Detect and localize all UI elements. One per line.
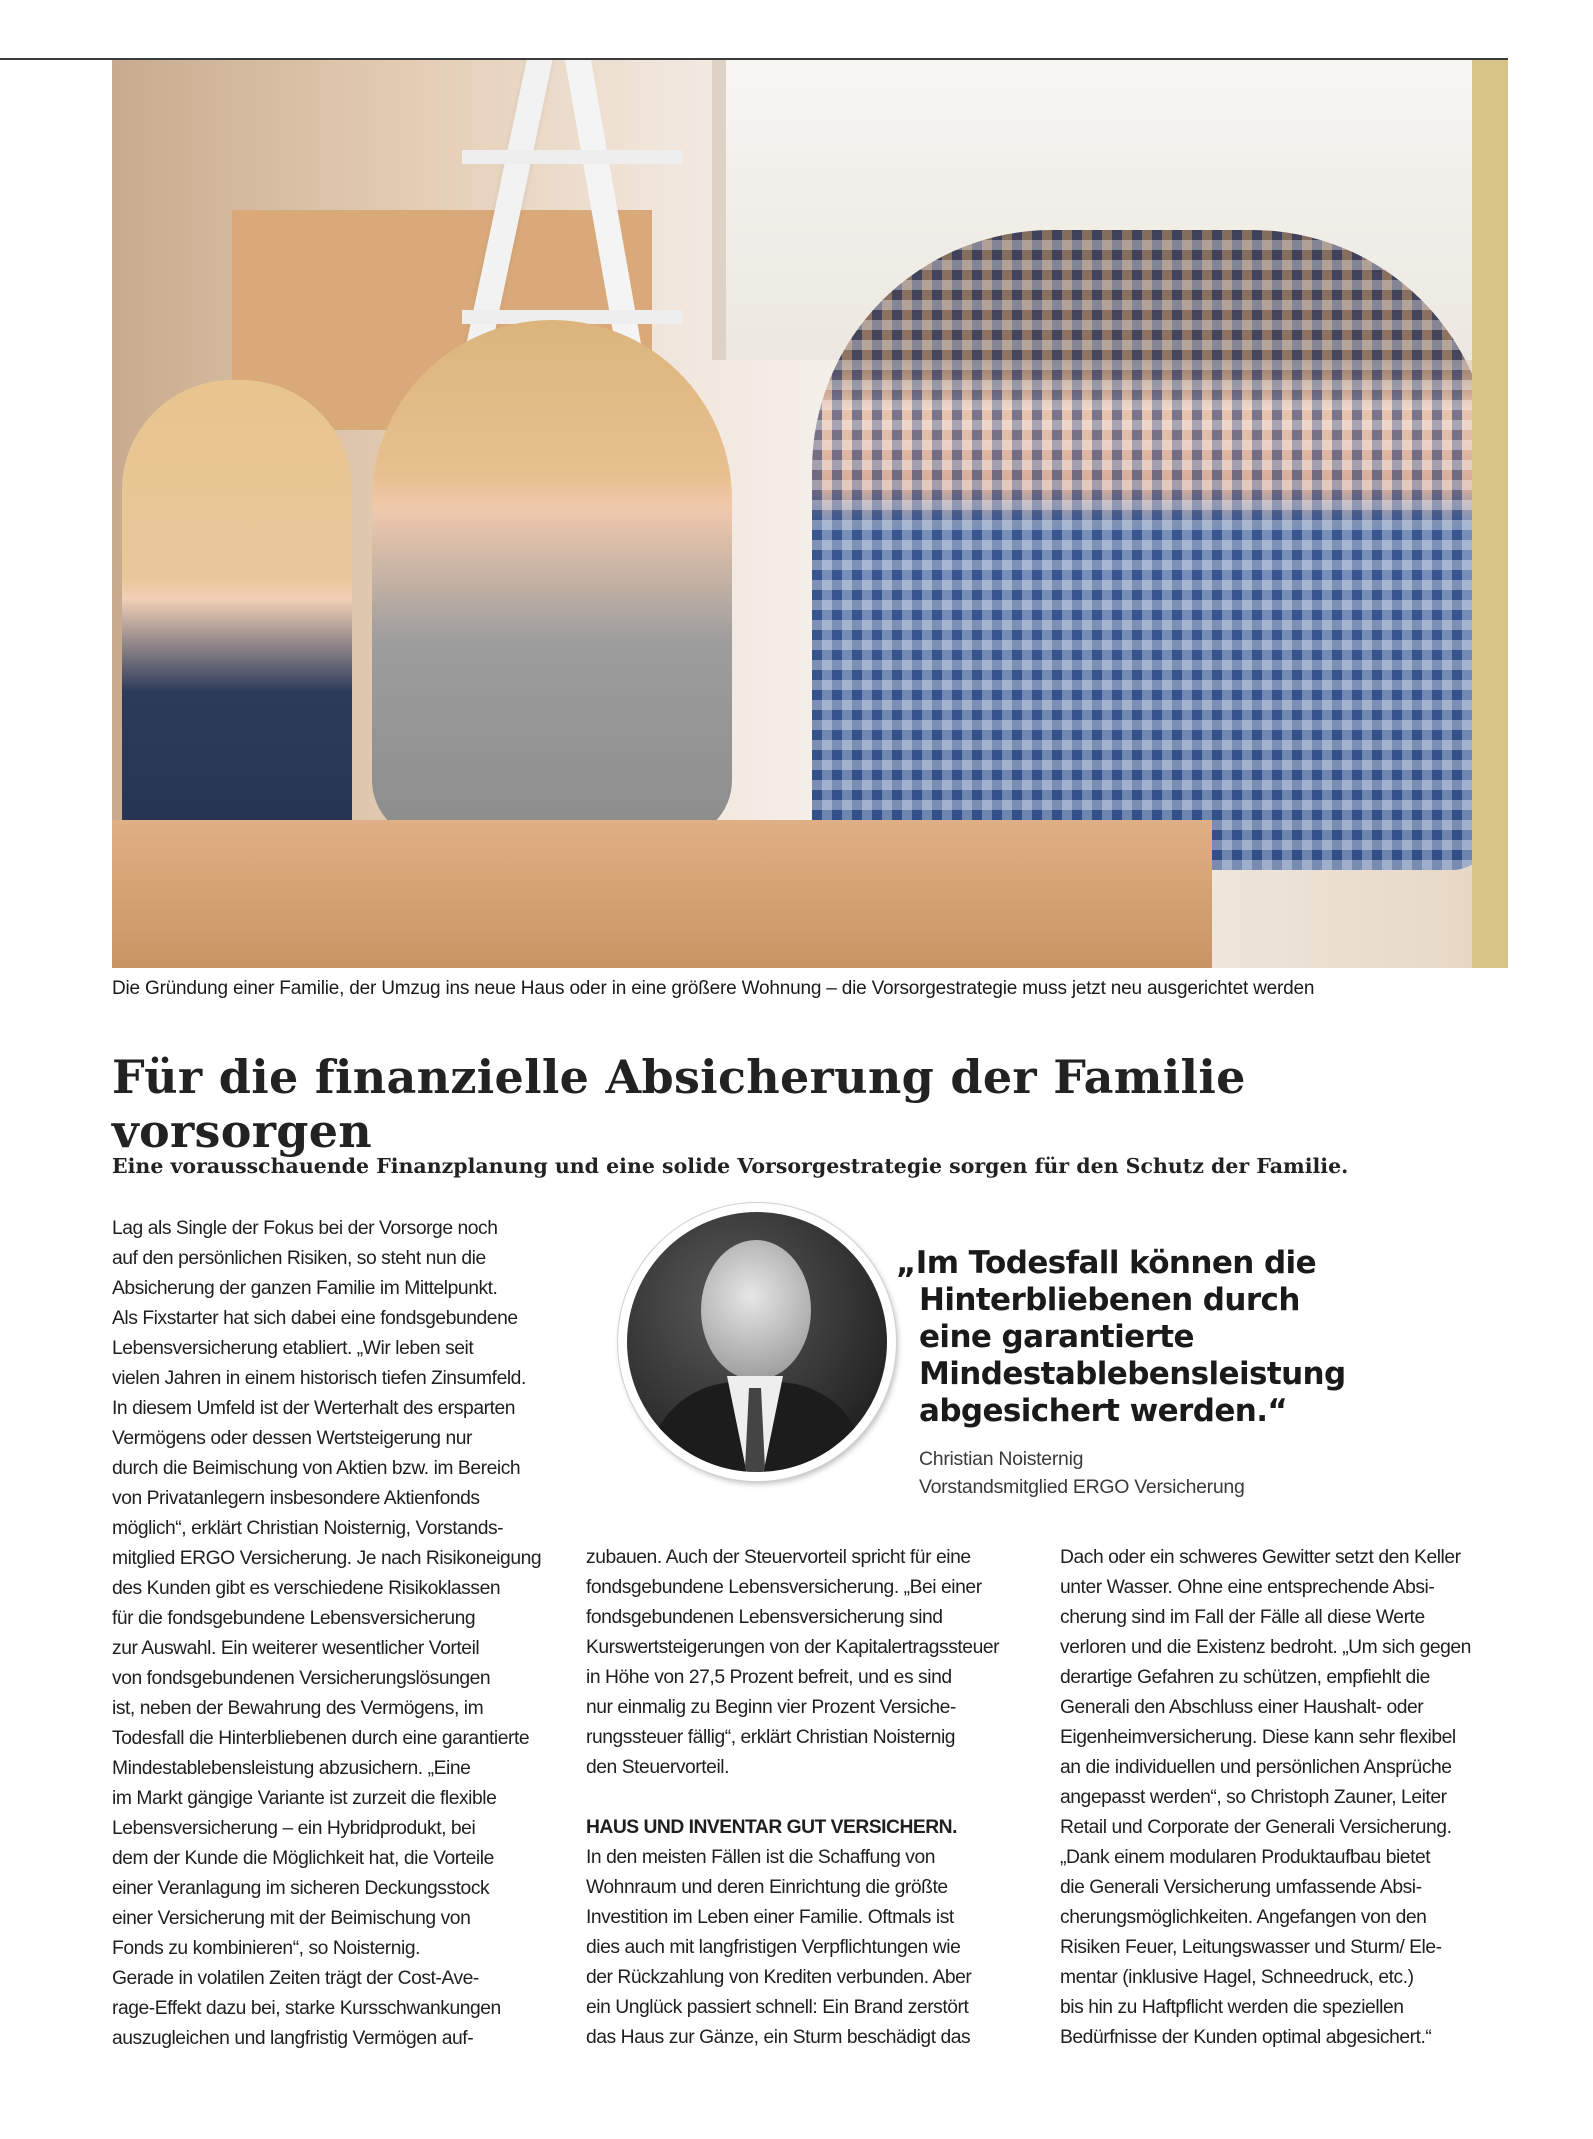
article-headline: Für die finanzielle Absicherung der Familie vorsorgen — [112, 1050, 1246, 1158]
text-line: dies auch mit langfristigen Verpflichtungen wie — [586, 1937, 961, 1958]
text-line: Investition im Leben einer Familie. Oftmals ist — [586, 1907, 954, 1928]
text-line: für die fondsgebundene Lebensversicherung — [112, 1608, 476, 1629]
quote-person-name: Christian Noisternig — [919, 1448, 1084, 1470]
text-line: verloren und die Existenz bedroht. „Um sich gegen — [1060, 1637, 1471, 1658]
photo-ladder-rung — [462, 150, 682, 164]
portrait-photo — [627, 1212, 887, 1472]
text-line: in Höhe von 27,5 Prozent befreit, und es sind — [586, 1667, 952, 1688]
text-line: Bedürfnisse der Kunden optimal abgesichert.“ — [1060, 2027, 1432, 2048]
photo-moving-box-front — [112, 820, 1212, 968]
text-line: rage-Effekt dazu bei, starke Kursschwankungen — [112, 1998, 501, 2019]
quote-line: Hinterbliebenen durch — [919, 1282, 1300, 1318]
text-column-3 — [1060, 1543, 1508, 2053]
text-line: im Markt gängige Variante ist zurzeit die flexible — [112, 1788, 497, 1809]
text-line: auszugleichen und langfristig Vermögen auf- — [112, 2028, 474, 2049]
quote-line: abgesichert werden.“ — [919, 1393, 1288, 1429]
text-line: möglich“, erklärt Christian Noisternig, Vorstands- — [112, 1518, 504, 1539]
text-line: rungssteuer fällig“, erklärt Christian Noisternig — [586, 1727, 956, 1748]
text-column-1 — [112, 1214, 572, 2054]
portrait-christian-noisternig — [618, 1203, 896, 1481]
text-line: Fonds zu kombinieren“, so Noisternig. — [112, 1938, 421, 1959]
text-line: mentar (inklusive Hagel, Schneedruck, etc.) — [1060, 1967, 1414, 1988]
photo-man — [812, 230, 1492, 870]
text-line: einer Versicherung mit der Beimischung von — [112, 1908, 471, 1929]
text-line: Lag als Single der Fokus bei der Vorsorge noch — [112, 1218, 498, 1239]
accent-bar — [1472, 60, 1508, 968]
text-line: bis hin zu Haftpflicht werden die speziellen — [1060, 1997, 1404, 2018]
text-line: den Steuervorteil. — [586, 1757, 730, 1778]
portrait-head — [701, 1240, 811, 1380]
text-line: das Haus zur Gänze, ein Sturm beschädigt das — [586, 2027, 971, 2048]
text-line: von fondsgebundenen Versicherungslösungen — [112, 1668, 491, 1689]
article-subheadline: Eine vorausschauende Finanzplanung und eine solide Vorsorgestrategie sorgen für den Schutz der Familie. — [112, 1154, 1349, 1178]
family-photo — [112, 60, 1508, 968]
text-line: Lebensversicherung etabliert. „Wir leben seit — [112, 1338, 474, 1359]
text-line: In diesem Umfeld ist der Werterhalt des ersparten — [112, 1398, 516, 1419]
text-line: „Dank einem modularen Produktaufbau bietet — [1060, 1847, 1431, 1868]
text-line: unter Wasser. Ohne eine entsprechende Absi- — [1060, 1577, 1435, 1598]
quote-line: „Im Todesfall können die — [896, 1245, 1316, 1281]
text-line: cherung sind im Fall der Fälle all diese Werte — [1060, 1607, 1425, 1628]
text-line: In den meisten Fällen ist die Schaffung von — [586, 1847, 936, 1868]
text-line: der Rückzahlung von Krediten verbunden. Aber — [586, 1967, 972, 1988]
text-line: Lebensversicherung – ein Hybridprodukt, bei — [112, 1818, 476, 1839]
section-heading: HAUS UND INVENTAR GUT VERSICHERN. — [586, 1817, 957, 1838]
text-line: Absicherung der ganzen Familie im Mittelpunkt. — [112, 1278, 498, 1299]
text-line: angepasst werden“, so Christoph Zauner, Leiter — [1060, 1787, 1447, 1808]
text-line: ein Unglück passiert schnell: Ein Brand zerstört — [586, 1997, 969, 2018]
text-line: dem der Kunde die Möglichkeit hat, die Vorteile — [112, 1848, 494, 1869]
text-line: derartige Gefahren zu schützen, empfiehlt die — [1060, 1667, 1430, 1688]
pull-quote — [896, 1245, 1426, 1430]
text-line: Gerade in volatilen Zeiten trägt der Cost-Ave- — [112, 1968, 479, 1989]
text-column-2 — [586, 1543, 1046, 2053]
text-line: des Kunden gibt es verschiedene Risikoklassen — [112, 1578, 501, 1599]
text-line: Wohnraum und deren Einrichtung die größte — [586, 1877, 948, 1898]
text-line: Risiken Feuer, Leitungswasser und Sturm/ Ele- — [1060, 1937, 1442, 1958]
text-line: ist, neben der Bewahrung des Vermögens, im — [112, 1698, 484, 1719]
paragraph-gap — [586, 1783, 1046, 1813]
text-line: cherungsmöglichkeiten. Angefangen von den — [1060, 1907, 1427, 1928]
text-line: Generali den Abschluss einer Haushalt- oder — [1060, 1697, 1424, 1718]
text-line: Mindestablebensleistung abzusichern. „Eine — [112, 1758, 471, 1779]
text-line: Retail und Corporate der Generali Versicherung. — [1060, 1817, 1452, 1838]
text-line: Todesfall die Hinterbliebenen durch eine garantierte — [112, 1728, 530, 1749]
quote-line: eine garantierte — [919, 1319, 1194, 1355]
text-line: mitglied ERGO Versicherung. Je nach Risikoneigung — [112, 1548, 542, 1569]
text-line: Eigenheimversicherung. Diese kann sehr flexibel — [1060, 1727, 1456, 1748]
text-line: Als Fixstarter hat sich dabei eine fondsgebundene — [112, 1308, 518, 1329]
quote-line: Mindestablebensleistung — [919, 1356, 1346, 1392]
text-line: Kurswertsteigerungen von der Kapitalertragssteuer — [586, 1637, 1000, 1658]
text-line: von Privatanlegern insbesondere Aktienfonds — [112, 1488, 480, 1509]
photo-woman — [372, 320, 732, 840]
quote-attribution — [919, 1445, 1245, 1501]
text-line: Dach oder ein schweres Gewitter setzt den Keller — [1060, 1547, 1461, 1568]
photo-caption: Die Gründung einer Familie, der Umzug ins neue Haus oder in eine größere Wohnung – die Vorsorgestrategie muss jetzt neu ausgerichtet werden — [112, 978, 1315, 999]
text-line: an die individuellen und persönlichen Ansprüche — [1060, 1757, 1452, 1778]
quote-person-title: Vorstandsmitglied ERGO Versicherung — [919, 1476, 1245, 1498]
text-line: auf den persönlichen Risiken, so steht nun die — [112, 1248, 486, 1269]
text-line: nur einmalig zu Beginn vier Prozent Versiche- — [586, 1697, 956, 1718]
text-line: Vermögens oder dessen Wertsteigerung nur — [112, 1428, 472, 1449]
text-line: einer Veranlagung im sicheren Deckungsstock — [112, 1878, 490, 1899]
text-line: fondsgebundenen Lebensversicherung sind — [586, 1607, 943, 1628]
text-line: zubauen. Auch der Steuervorteil spricht für eine — [586, 1547, 971, 1568]
text-line: die Generali Versicherung umfassende Absi- — [1060, 1877, 1422, 1898]
text-line: durch die Beimischung von Aktien bzw. im Bereich — [112, 1458, 521, 1479]
text-line: vielen Jahren in einem historisch tiefen Zinsumfeld. — [112, 1368, 526, 1389]
text-line: zur Auswahl. Ein weiterer wesentlicher Vorteil — [112, 1638, 480, 1659]
text-line: fondsgebundene Lebensversicherung. „Bei einer — [586, 1577, 982, 1598]
